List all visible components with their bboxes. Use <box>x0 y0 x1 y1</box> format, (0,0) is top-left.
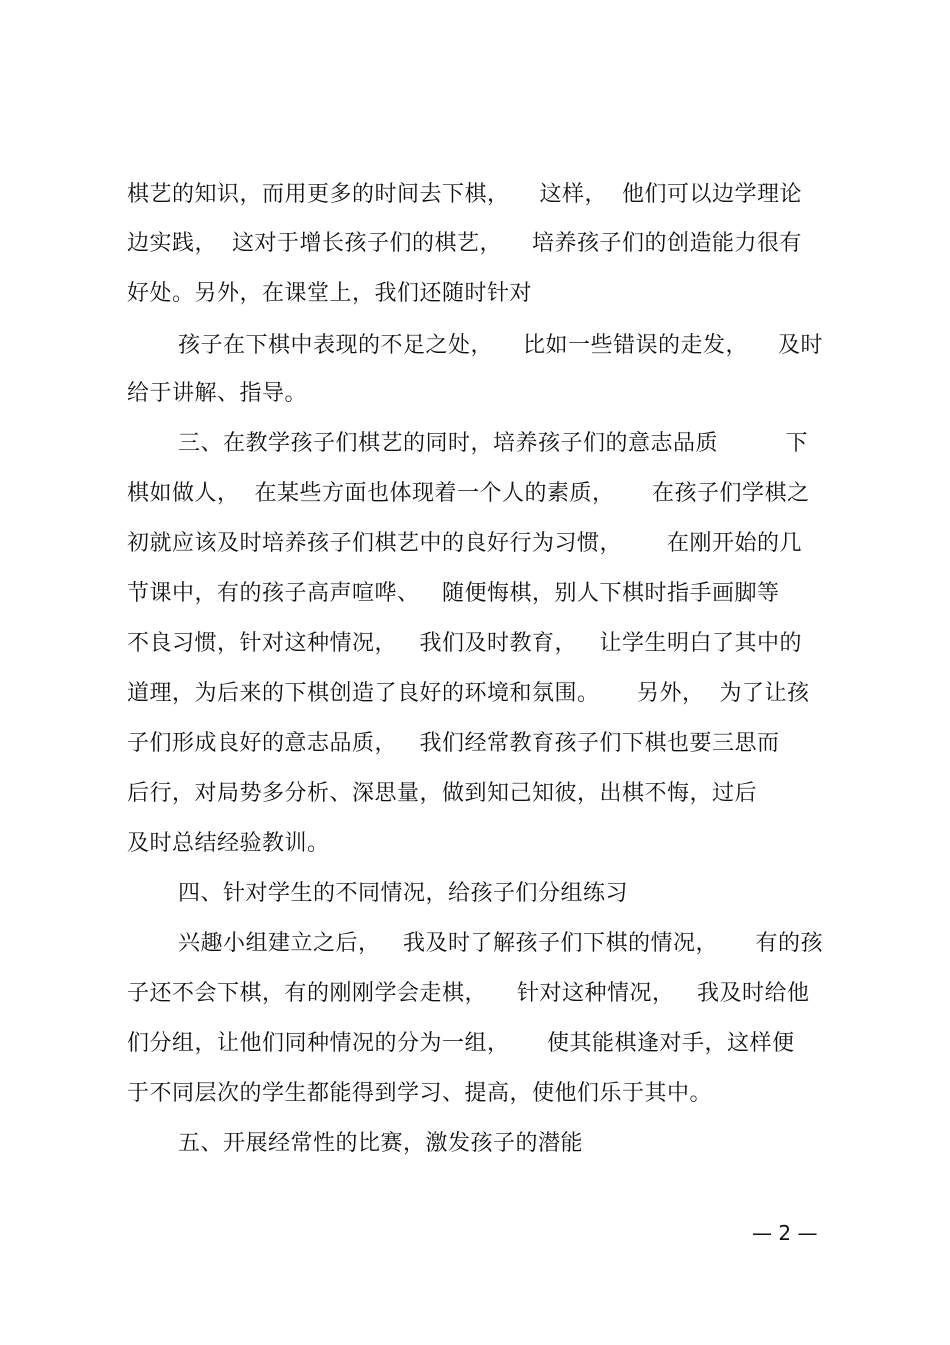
text-line: 节课中，有的孩子高声喧哗、 随便悔棋，别人下棋时指手画脚等 <box>127 581 780 606</box>
text-line: 子还不会下棋，有的刚刚学会走棋， 针对这种情况， 我及时给他 <box>127 981 810 1006</box>
text-line: 子们形成良好的意志品质， 我们经常教育孩子们下棋也要三思而 <box>127 731 780 756</box>
text-line: 们分组，让他们同种情况的分为一组， 使其能棋逢对手，这样便 <box>127 1031 795 1056</box>
text-line: 棋艺的知识，而用更多的时间去下棋， 这样， 他们可以边学理论 <box>127 182 802 207</box>
text-line: 边实践， 这对于增长孩子们的棋艺， 培养孩子们的创造能力很有 <box>127 231 802 256</box>
text-line: 兴趣小组建立之后， 我及时了解孩子们下棋的情况， 有的孩 <box>178 931 823 956</box>
text-line: 给于讲解、指导。 <box>127 381 308 406</box>
text-line: 初就应该及时培养孩子们棋艺中的良好行为习惯， 在刚开始的几 <box>127 531 802 556</box>
text-line: 棋如做人， 在某些方面也体现着一个人的素质， 在孩子们学棋之 <box>127 481 810 506</box>
text-line: 于不同层次的学生都能得到学习、提高，使他们乐于其中。 <box>127 1081 713 1106</box>
text-line: 道理，为后来的下棋创造了良好的环境和氛围。 另外， 为了让孩 <box>127 681 810 706</box>
text-line: 不良习惯，针对这种情况， 我们及时教育， 让学生明白了其中的 <box>127 631 802 656</box>
text-line: 好处。另外，在课堂上，我们还随时针对 <box>127 281 533 306</box>
section-heading: 五、开展经常性的比赛，激发孩子的潜能 <box>178 1131 584 1156</box>
page-number: — 2 — <box>752 1221 818 1245</box>
text-line: 及时总结经验教训。 <box>127 831 330 856</box>
text-line: 三、在教学孩子们棋艺的同时，培养孩子们的意志品质 下 <box>178 431 808 456</box>
text-line: 后行，对局势多分析、深思量，做到知己知彼，出棋不悔，过后 <box>127 781 758 806</box>
section-heading: 四、针对学生的不同情况，给孩子们分组练习 <box>178 881 629 906</box>
text-line: 孩子在下棋中表现的不足之处， 比如一些错误的走发， 及时 <box>178 333 823 358</box>
